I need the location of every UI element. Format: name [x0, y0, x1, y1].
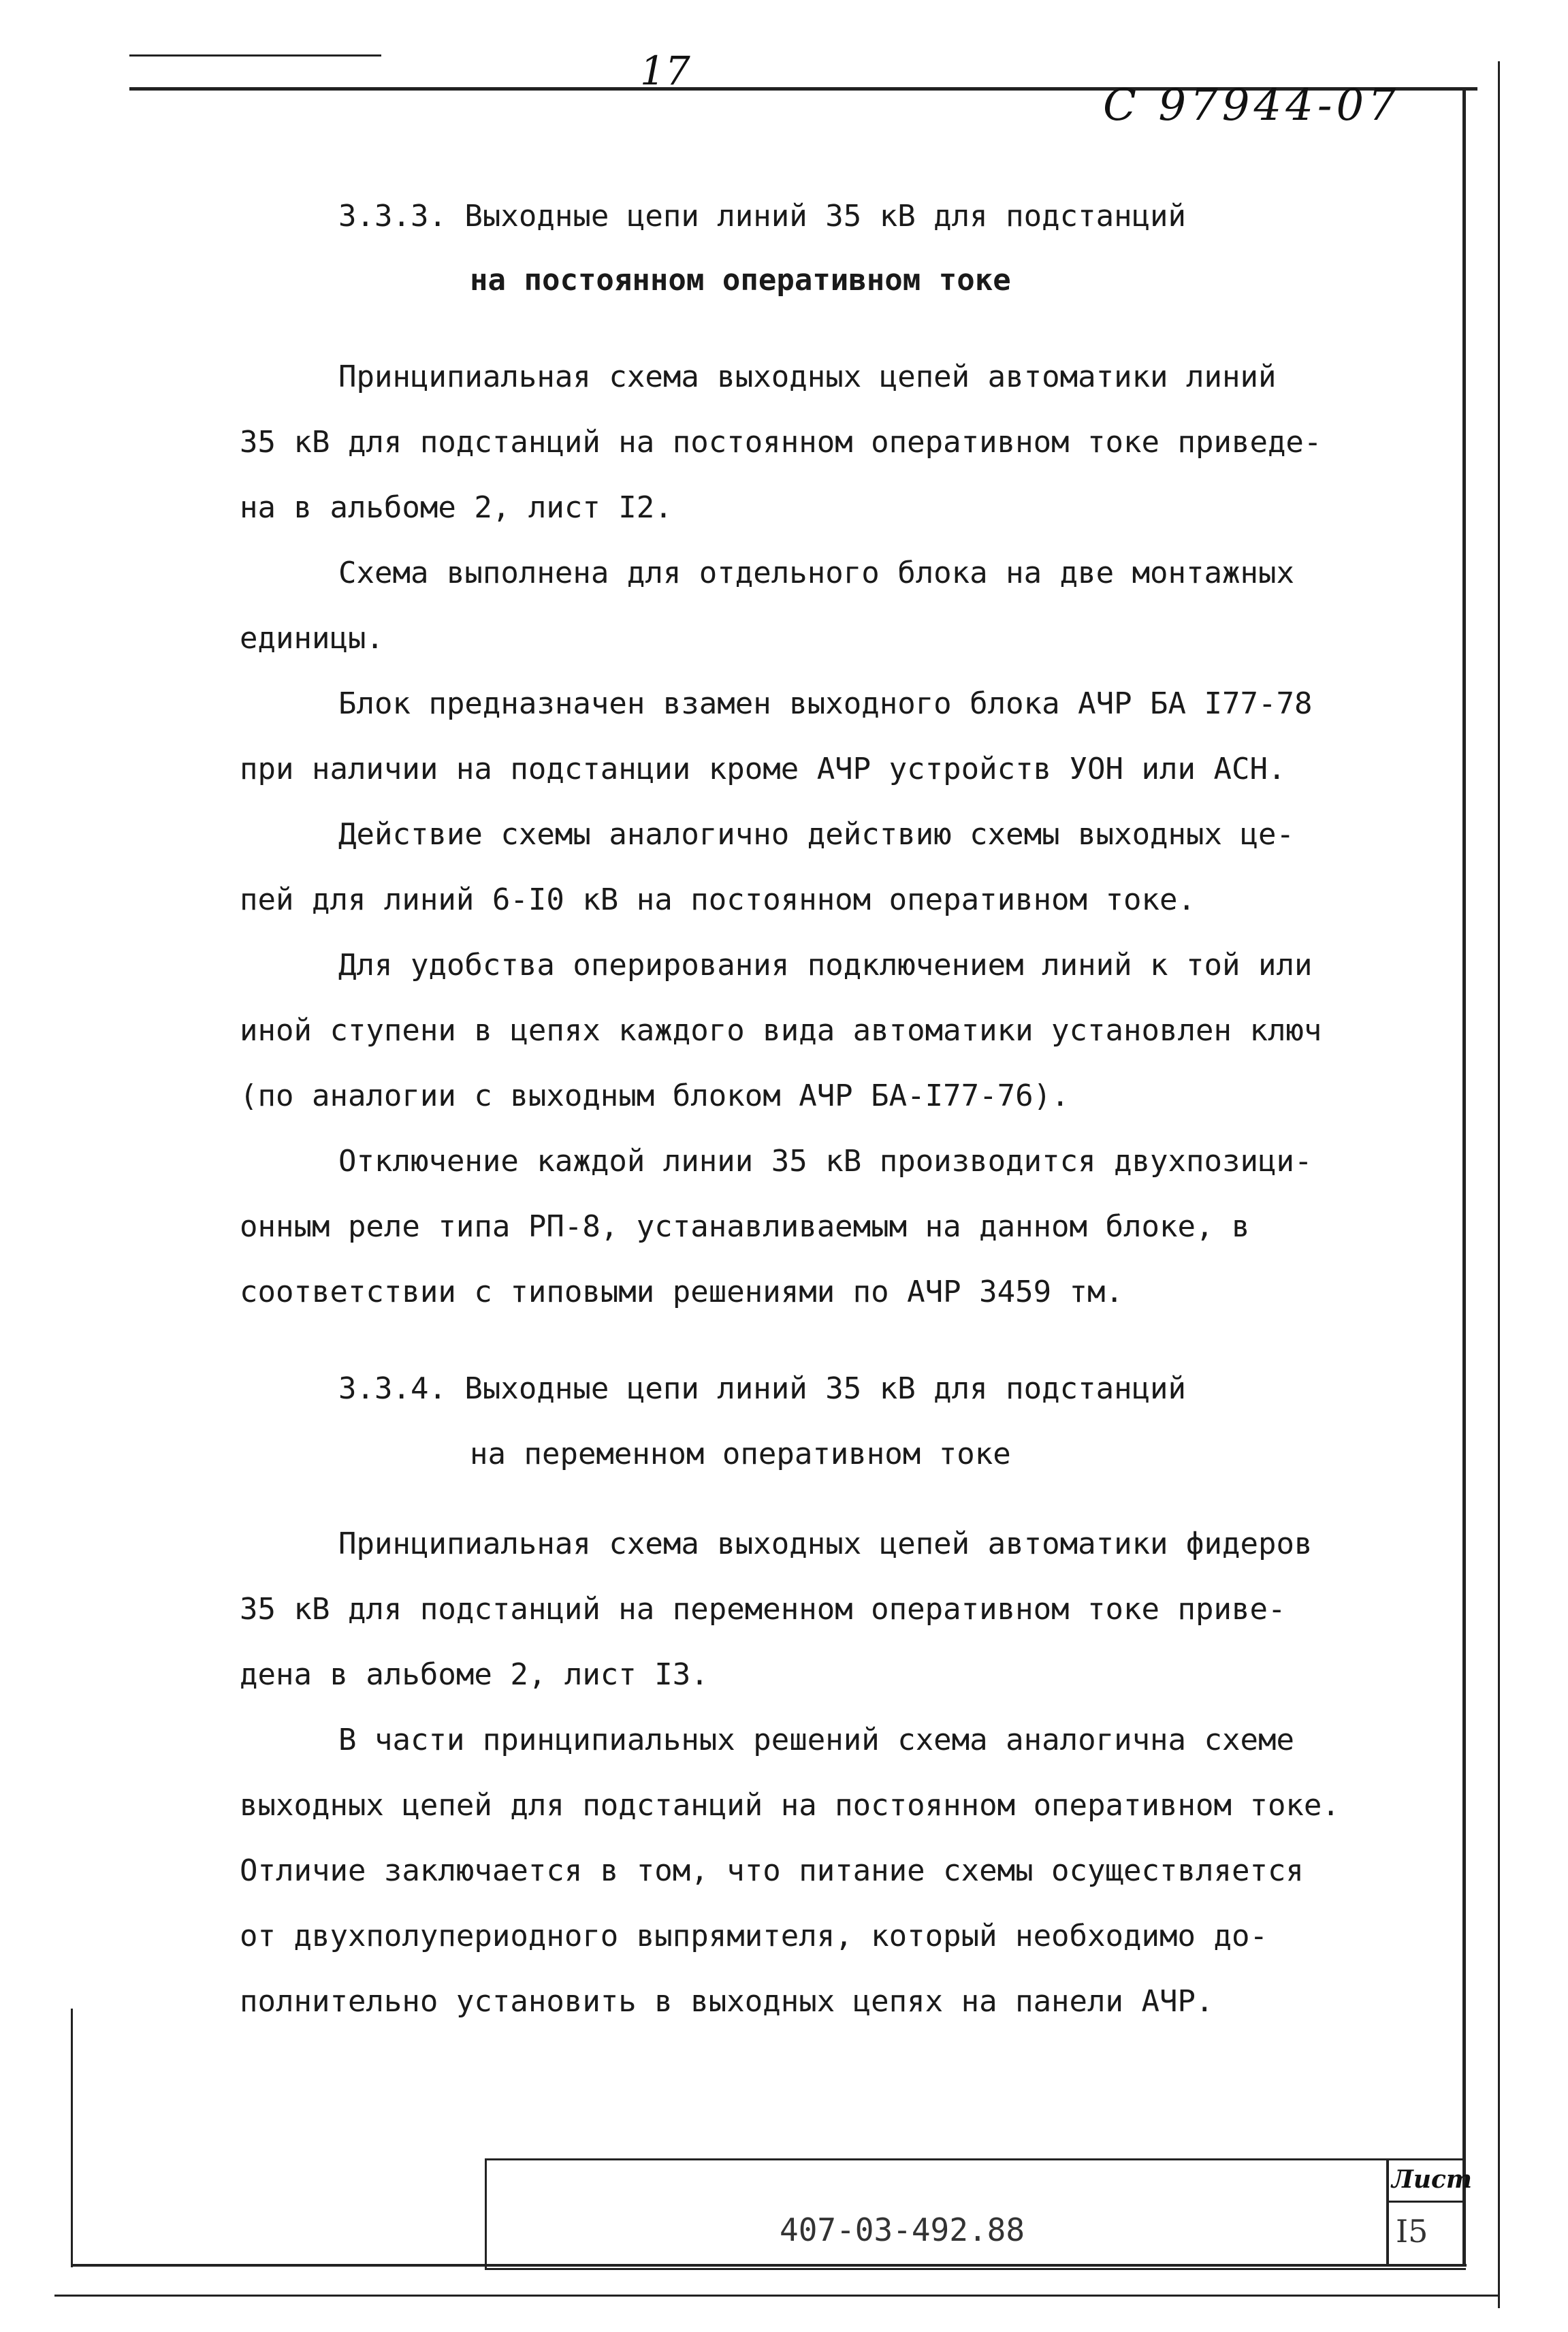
archive-code-handwritten: С 97944-07: [1103, 80, 1400, 131]
text-line: на в альбоме 2, лист I2.: [240, 490, 673, 525]
text-line: иной ступени в цепях каждого вида автоматики установлен ключ: [240, 1013, 1322, 1048]
section-333-title-line2: на постоянном оперативном токе: [470, 263, 1011, 298]
outer-right-edge: [1498, 61, 1500, 2308]
text-line: пей для линий 6-I0 кВ на постоянном оперативном токе.: [240, 882, 1196, 917]
title-block-sheet-divider: [1386, 2201, 1464, 2203]
text-line: единицы.: [240, 621, 384, 656]
section-333-title-line1: 3.3.3. Выходные цепи линий 35 кВ для подстанций: [338, 199, 1187, 234]
text-line: при наличии на подстанции кроме АЧР устройств УОН или АСН.: [240, 752, 1286, 786]
right-border-line: [1462, 87, 1466, 2266]
text-line: (по аналогии с выходным блоком АЧР БА-I77-76).: [240, 1079, 1070, 1113]
text-line: 35 кВ для подстанций на постоянном оперативном токе приведе-: [240, 425, 1322, 460]
sheet-label: Лист: [1392, 2165, 1473, 2194]
sheet-number: I5: [1396, 2213, 1428, 2250]
text-line: Схема выполнена для отдельного блока на две монтажных: [338, 556, 1294, 590]
bottom-edge-line: [54, 2295, 1498, 2297]
document-code: 407-03-492.88: [780, 2211, 1025, 2248]
section-334-title-line1: 3.3.4. Выходные цепи линий 35 кВ для подстанций: [338, 1371, 1187, 1406]
title-block-divider: [1386, 2158, 1389, 2266]
top-border-line-upper: [129, 54, 381, 57]
page-number-handwritten: 17: [640, 48, 690, 94]
text-line: Отключение каждой линии 35 кВ производится двухпозици-: [338, 1144, 1313, 1179]
text-line: полнительно установить в выходных цепях на панели АЧР.: [240, 1984, 1214, 2019]
text-line: дена в альбоме 2, лист I3.: [240, 1657, 709, 1692]
text-line: Действие схемы аналогично действию схемы выходных це-: [338, 817, 1294, 852]
text-line: Принципиальная схема выходных цепей автоматики линий: [338, 360, 1277, 394]
text-line: Блок предназначен взамен выходного блока АЧР БА I77-78: [338, 686, 1313, 721]
text-line: В части принципиальных решений схема аналогична схеме: [338, 1723, 1294, 1757]
text-line: от двухполупериодного выпрямителя, который необходимо до-: [240, 1919, 1268, 1953]
left-border-line: [71, 2009, 73, 2267]
text-line: Принципиальная схема выходных цепей автоматики фидеров: [338, 1527, 1313, 1561]
text-line: Отличие заключается в том, что питание схемы осуществляется: [240, 1853, 1304, 1888]
text-line: соответствии с типовыми решениями по АЧР 3459 тм.: [240, 1275, 1124, 1309]
section-334-title-line2: на переменном оперативном токе: [470, 1437, 1011, 1471]
text-line: Для удобства оперирования подключением линий к той или: [338, 948, 1313, 983]
text-line: онным реле типа РП-8, устанавливаемым на данном блоке, в: [240, 1209, 1250, 1244]
text-line: 35 кВ для подстанций на переменном оперативном токе приве-: [240, 1592, 1286, 1627]
text-line: выходных цепей для подстанций на постоянном оперативном токе.: [240, 1788, 1340, 1823]
